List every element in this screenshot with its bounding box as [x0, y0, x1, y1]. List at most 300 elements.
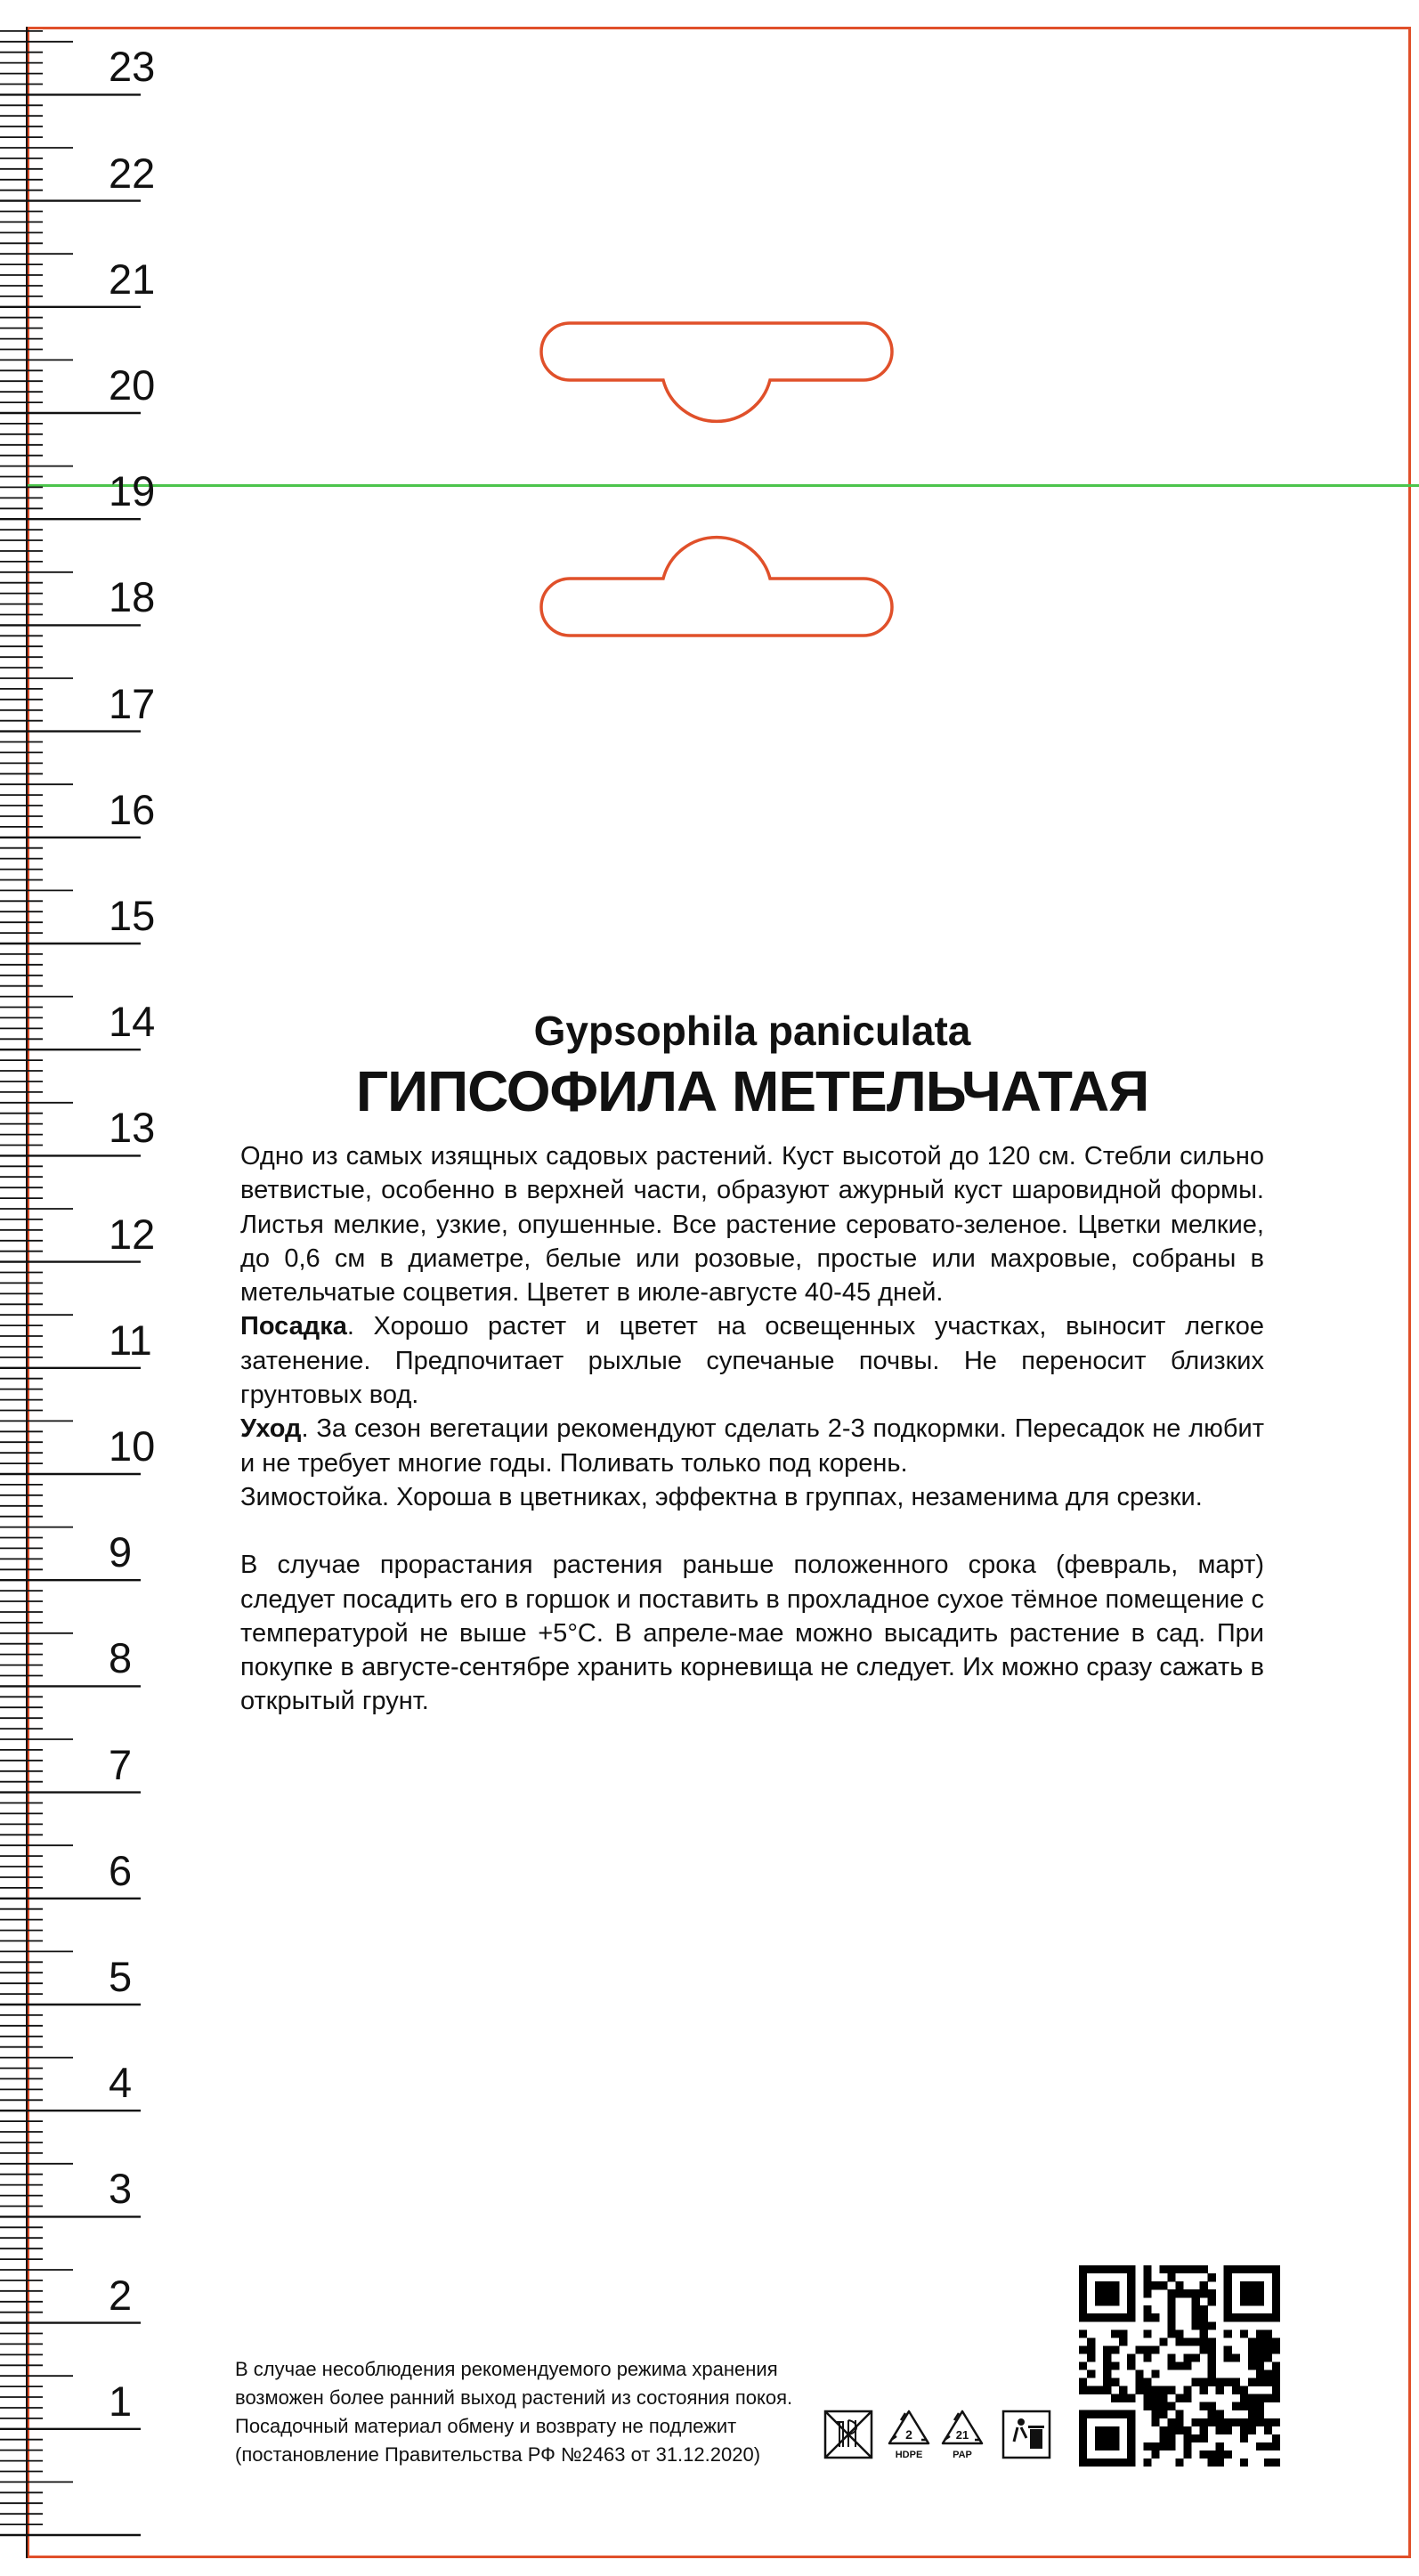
product-description — [240, 1006, 1264, 1719]
qr-module — [1208, 2402, 1216, 2410]
qr-module — [1256, 2442, 1264, 2450]
qr-module — [1240, 2386, 1248, 2394]
qr-module — [1143, 2305, 1151, 2313]
qr-module — [1192, 2337, 1200, 2345]
qr-module — [1079, 2265, 1087, 2273]
qr-module — [1079, 2305, 1087, 2313]
qr-module — [1079, 2281, 1087, 2289]
ruler-number: 6 — [109, 1846, 133, 1894]
qr-module — [1208, 2289, 1216, 2297]
qr-module — [1256, 2394, 1264, 2402]
qr-module — [1079, 2273, 1087, 2281]
qr-module — [1192, 2434, 1200, 2442]
hang-hole-bottom — [534, 534, 899, 641]
qr-module — [1208, 2353, 1216, 2361]
qr-module — [1151, 2313, 1159, 2321]
qr-module — [1192, 2305, 1200, 2313]
qr-module — [1216, 2442, 1224, 2450]
ruler-number: 9 — [109, 1528, 133, 1576]
qr-module — [1159, 2337, 1167, 2345]
qr-module — [1103, 2353, 1111, 2361]
qr-module — [1272, 2289, 1280, 2297]
hdpe-label: HDPE — [895, 2450, 923, 2460]
qr-module — [1175, 2289, 1183, 2297]
qr-module — [1232, 2402, 1240, 2410]
russian-name: ГИПСОФИЛА МЕТЕЛЬЧАТАЯ — [355, 1059, 1149, 1123]
qr-module — [1159, 2394, 1167, 2402]
hang-hole-top — [534, 316, 899, 432]
ruler-number: 12 — [109, 1210, 156, 1258]
qr-module — [1240, 2297, 1248, 2305]
qr-module — [1232, 2313, 1240, 2321]
qr-module — [1159, 2281, 1167, 2289]
qr-module — [1087, 2337, 1095, 2345]
qr-module — [1232, 2353, 1240, 2361]
qr-module — [1103, 2370, 1111, 2378]
qr-module — [1127, 2394, 1135, 2402]
qr-module — [1184, 2361, 1192, 2369]
legal-footnote — [235, 2355, 858, 2469]
qr-module — [1272, 2337, 1280, 2345]
qr-module — [1143, 2289, 1151, 2297]
qr-module — [1095, 2410, 1103, 2418]
hdpe-number: 2 — [905, 2427, 912, 2442]
qr-module — [1103, 2289, 1111, 2297]
qr-module — [1272, 2297, 1280, 2305]
qr-module — [1103, 2386, 1111, 2394]
qr-module — [1248, 2353, 1256, 2361]
qr-code — [1079, 2265, 1280, 2467]
planting-label: Посадка — [240, 1312, 347, 1341]
fold-line — [27, 484, 1419, 487]
qr-module — [1184, 2289, 1192, 2297]
qr-module — [1248, 2337, 1256, 2345]
hardiness-paragraph: Зимостойка. Хороша в цветниках, эффектна в группах, незаменима для срезки. — [240, 1482, 1203, 1511]
qr-module — [1151, 2345, 1159, 2353]
qr-module — [1095, 2434, 1103, 2442]
ruler-number: 10 — [109, 1422, 156, 1470]
qr-module — [1256, 2345, 1264, 2353]
qr-module — [1119, 2410, 1127, 2418]
qr-module — [1184, 2386, 1192, 2394]
qr-module — [1224, 2378, 1232, 2386]
qr-module — [1272, 2378, 1280, 2386]
qr-module — [1159, 2426, 1167, 2434]
pap-label: PAP — [953, 2450, 972, 2460]
qr-module — [1167, 2442, 1175, 2450]
qr-module — [1240, 2434, 1248, 2442]
qr-module — [1200, 2378, 1208, 2386]
ruler-number: 19 — [109, 467, 156, 515]
qr-module — [1248, 2289, 1256, 2297]
qr-module — [1143, 2442, 1151, 2450]
qr-module — [1216, 2459, 1224, 2467]
qr-module — [1151, 2370, 1159, 2378]
qr-module — [1119, 2313, 1127, 2321]
qr-module — [1079, 2329, 1087, 2337]
qr-module — [1079, 2459, 1087, 2467]
qr-module — [1272, 2313, 1280, 2321]
qr-module — [1216, 2386, 1224, 2394]
qr-module — [1119, 2394, 1127, 2402]
qr-module — [1184, 2450, 1192, 2459]
qr-module — [1127, 2281, 1135, 2289]
qr-module — [1135, 2386, 1143, 2394]
qr-module — [1272, 2394, 1280, 2402]
qr-module — [1111, 2394, 1119, 2402]
qr-module — [1248, 2426, 1256, 2434]
qr-module — [1111, 2345, 1119, 2353]
qr-module — [1256, 2402, 1264, 2410]
qr-module — [1167, 2361, 1175, 2369]
qr-module — [1200, 2265, 1208, 2273]
qr-module — [1095, 2281, 1103, 2289]
qr-module — [1272, 2345, 1280, 2353]
footnote-line: В случае несоблюдения рекомендуемого режима хранения — [235, 2358, 778, 2380]
recycle-pap-icon — [943, 2411, 982, 2460]
qr-module — [1095, 2313, 1103, 2321]
trash-bin-icon — [1003, 2411, 1050, 2458]
qr-module — [1079, 2361, 1087, 2369]
qr-module — [1208, 2418, 1216, 2426]
qr-module — [1127, 2353, 1135, 2361]
qr-module — [1200, 2450, 1208, 2459]
qr-module — [1200, 2345, 1208, 2353]
ruler-number: 1 — [109, 2377, 133, 2425]
qr-module — [1192, 2289, 1200, 2297]
qr-module — [1224, 2418, 1232, 2426]
qr-module — [1079, 2434, 1087, 2442]
qr-module — [1248, 2313, 1256, 2321]
planting-paragraph — [240, 1309, 1264, 1412]
qr-module — [1103, 2410, 1111, 2418]
qr-module — [1240, 2313, 1248, 2321]
qr-module — [1232, 2265, 1240, 2273]
qr-module — [1175, 2459, 1183, 2467]
ruler-number: 21 — [109, 255, 156, 303]
qr-module — [1264, 2313, 1272, 2321]
qr-module — [1119, 2386, 1127, 2394]
qr-module — [1248, 2345, 1256, 2353]
qr-module — [1175, 2361, 1183, 2369]
qr-module — [1111, 2378, 1119, 2386]
ruler-number: 23 — [109, 43, 156, 91]
qr-module — [1184, 2426, 1192, 2434]
qr-module — [1192, 2297, 1200, 2305]
qr-module — [1272, 2370, 1280, 2378]
qr-module — [1248, 2361, 1256, 2369]
qr-module — [1127, 2305, 1135, 2313]
qr-module — [1200, 2337, 1208, 2345]
qr-module — [1248, 2265, 1256, 2273]
qr-module — [1111, 2297, 1119, 2305]
ruler-number: 11 — [109, 1316, 152, 1364]
qr-module — [1079, 2313, 1087, 2321]
qr-module — [1103, 2459, 1111, 2467]
qr-module — [1103, 2442, 1111, 2450]
qr-module — [1208, 2361, 1216, 2369]
qr-module — [1200, 2402, 1208, 2410]
qr-module — [1224, 2450, 1232, 2459]
qr-module — [1167, 2305, 1175, 2313]
qr-module — [1248, 2402, 1256, 2410]
qr-module — [1151, 2402, 1159, 2410]
qr-module — [1079, 2450, 1087, 2459]
ruler-number: 14 — [109, 998, 156, 1046]
qr-module — [1167, 2434, 1175, 2442]
qr-module — [1240, 2265, 1248, 2273]
qr-module — [1103, 2281, 1111, 2289]
qr-module — [1079, 2418, 1087, 2426]
qr-module — [1272, 2273, 1280, 2281]
qr-module — [1200, 2426, 1208, 2434]
qr-module — [1224, 2353, 1232, 2361]
qr-module — [1087, 2313, 1095, 2321]
qr-module — [1127, 2426, 1135, 2434]
qr-module — [1232, 2378, 1240, 2386]
qr-module — [1079, 2378, 1087, 2386]
ruler-number: 5 — [109, 1953, 133, 2000]
qr-module — [1111, 2459, 1119, 2467]
qr-module — [1208, 2273, 1216, 2281]
footnote-line: Посадочный материал обмену и возврату не подлежит — [235, 2415, 737, 2437]
qr-module — [1079, 2345, 1087, 2353]
ruler-number: 20 — [109, 361, 156, 409]
qr-module — [1167, 2386, 1175, 2394]
qr-module — [1111, 2313, 1119, 2321]
qr-module — [1095, 2289, 1103, 2297]
qr-module — [1232, 2418, 1240, 2426]
qr-module — [1167, 2426, 1175, 2434]
qr-module — [1264, 2265, 1272, 2273]
qr-module — [1256, 2361, 1264, 2369]
qr-module — [1192, 2353, 1200, 2361]
qr-module — [1175, 2418, 1183, 2426]
qr-module — [1224, 2281, 1232, 2289]
qr-module — [1256, 2378, 1264, 2386]
qr-module — [1135, 2378, 1143, 2386]
qr-module — [1127, 2273, 1135, 2281]
qr-module — [1216, 2418, 1224, 2426]
qr-module — [1256, 2418, 1264, 2426]
qr-module — [1103, 2434, 1111, 2442]
qr-module — [1151, 2281, 1159, 2289]
qr-module — [1079, 2386, 1087, 2394]
qr-module — [1095, 2386, 1103, 2394]
qr-module — [1111, 2329, 1119, 2337]
ruler-number: 13 — [109, 1104, 156, 1152]
qr-module — [1103, 2345, 1111, 2353]
qr-module — [1087, 2370, 1095, 2378]
ruler-number: 22 — [109, 149, 156, 197]
qr-module — [1200, 2434, 1208, 2442]
qr-module — [1151, 2410, 1159, 2418]
qr-module — [1216, 2426, 1224, 2434]
qr-module — [1127, 2434, 1135, 2442]
qr-module — [1095, 2265, 1103, 2273]
qr-module — [1143, 2459, 1151, 2467]
qr-module — [1175, 2329, 1183, 2337]
qr-module — [1111, 2410, 1119, 2418]
qr-module — [1224, 2313, 1232, 2321]
qr-module — [1192, 2313, 1200, 2321]
qr-module — [1200, 2281, 1208, 2289]
qr-module — [1111, 2281, 1119, 2289]
qr-module — [1224, 2305, 1232, 2313]
qr-module — [1087, 2345, 1095, 2353]
qr-module — [1143, 2378, 1151, 2386]
qr-module — [1264, 2337, 1272, 2345]
ruler-number: 17 — [109, 679, 156, 727]
qr-module — [1135, 2345, 1143, 2353]
qr-module — [1200, 2321, 1208, 2329]
intro-paragraph: Одно из самых изящных садовых растений. Куст высотой до 120 см. Стебли сильно ветвистые, особенно в верхней части, образуют ажурный куст шаровидной формы. Листья мелкие, узкие, опушенные. Все растение серовато-зеленое. Цветки мелкие, до 0,6 см в диаметре, белые или розовые, простые или махровые, собраны в метельчатые соцветия. Цветет в июле-августе 40-45 дней. — [240, 1142, 1264, 1308]
qr-module — [1143, 2386, 1151, 2394]
qr-module — [1200, 2289, 1208, 2297]
qr-module — [1264, 2353, 1272, 2361]
qr-module — [1240, 2426, 1248, 2434]
qr-module — [1095, 2426, 1103, 2434]
qr-module — [1127, 2450, 1135, 2459]
qr-module — [1272, 2434, 1280, 2442]
ruler-number: 3 — [109, 2165, 133, 2213]
qr-module — [1248, 2297, 1256, 2305]
qr-module — [1256, 2337, 1264, 2345]
qr-module — [1175, 2426, 1183, 2434]
qr-module — [1167, 2265, 1175, 2273]
qr-module — [1103, 2313, 1111, 2321]
qr-module — [1135, 2370, 1143, 2378]
qr-module — [1151, 2386, 1159, 2394]
qr-module — [1216, 2378, 1224, 2386]
qr-module — [1224, 2265, 1232, 2273]
qr-module — [1159, 2386, 1167, 2394]
qr-module — [1127, 2410, 1135, 2418]
qr-module — [1143, 2329, 1151, 2337]
qr-module — [1127, 2361, 1135, 2369]
qr-module — [1175, 2281, 1183, 2289]
qr-module — [1224, 2273, 1232, 2281]
qr-module — [1119, 2329, 1127, 2337]
qr-module — [1240, 2281, 1248, 2289]
qr-module — [1256, 2313, 1264, 2321]
qr-module — [1159, 2442, 1167, 2450]
qr-module — [1103, 2378, 1111, 2386]
qr-module — [1248, 2394, 1256, 2402]
qr-module — [1240, 2418, 1248, 2426]
qr-module — [1216, 2450, 1224, 2459]
qr-module — [1143, 2402, 1151, 2410]
qr-module — [1240, 2459, 1248, 2467]
qr-module — [1216, 2410, 1224, 2418]
qr-module — [1232, 2386, 1240, 2394]
qr-module — [1208, 2378, 1216, 2386]
qr-module — [1272, 2361, 1280, 2369]
qr-module — [1103, 2426, 1111, 2434]
qr-module — [1192, 2418, 1200, 2426]
qr-module — [1087, 2410, 1095, 2418]
qr-module — [1264, 2370, 1272, 2378]
qr-module — [1175, 2265, 1183, 2273]
qr-module — [1256, 2329, 1264, 2337]
planting-text: . Хорошо растет и цветет на освещенных участках, выносит легкое затенение. Предпочитает рыхлые супечаные почвы. Не переносит близких грунтовых вод. — [240, 1312, 1264, 1410]
ruler-number: 4 — [109, 2059, 133, 2107]
care-text: . За сезон вегетации рекомендуют сделать 2-3 подкормки. Пересадок не любит и не требует многие годы. Поливать только под корень. — [240, 1414, 1264, 1478]
qr-module — [1167, 2402, 1175, 2410]
ruler-number: 15 — [109, 892, 156, 939]
qr-module — [1127, 2265, 1135, 2273]
care-label: Уход — [240, 1414, 302, 1444]
qr-module — [1167, 2313, 1175, 2321]
qr-module — [1143, 2273, 1151, 2281]
qr-module — [1184, 2337, 1192, 2345]
qr-module — [1224, 2289, 1232, 2297]
qr-module — [1127, 2418, 1135, 2426]
paragraph-gap — [240, 1514, 1264, 1548]
qr-module — [1119, 2337, 1127, 2345]
qr-module — [1272, 2265, 1280, 2273]
qr-module — [1264, 2378, 1272, 2386]
qr-module — [1256, 2410, 1264, 2418]
recycle-hdpe-icon — [889, 2411, 928, 2460]
qr-module — [1143, 2345, 1151, 2353]
qr-module — [1079, 2410, 1087, 2418]
qr-module — [1200, 2418, 1208, 2426]
qr-module — [1079, 2297, 1087, 2305]
qr-module — [1111, 2361, 1119, 2369]
qr-module — [1256, 2281, 1264, 2289]
qr-module — [1264, 2442, 1272, 2450]
qr-module — [1272, 2442, 1280, 2450]
footnote-line: (постановление Правительства РФ №2463 от 31.12.2020) — [235, 2443, 761, 2466]
qr-module — [1264, 2418, 1272, 2426]
qr-module — [1167, 2273, 1175, 2281]
qr-module — [1175, 2394, 1183, 2402]
qr-module — [1143, 2313, 1151, 2321]
qr-module — [1184, 2265, 1192, 2273]
qr-module — [1167, 2418, 1175, 2426]
qr-module — [1111, 2442, 1119, 2450]
qr-module — [1200, 2329, 1208, 2337]
qr-module — [1167, 2321, 1175, 2329]
no-food-contact-icon — [825, 2411, 872, 2458]
qr-module — [1256, 2370, 1264, 2378]
qr-module — [1127, 2313, 1135, 2321]
qr-module — [1192, 2321, 1200, 2329]
qr-module — [1119, 2265, 1127, 2273]
qr-module — [1103, 2361, 1111, 2369]
qr-module — [1208, 2297, 1216, 2305]
qr-module — [1184, 2394, 1192, 2402]
ruler-number: 18 — [109, 573, 156, 621]
qr-module — [1143, 2265, 1151, 2273]
ruler-number: 16 — [109, 785, 156, 833]
qr-module — [1159, 2265, 1167, 2273]
qr-module — [1119, 2459, 1127, 2467]
qr-module — [1159, 2402, 1167, 2410]
qr-module — [1248, 2281, 1256, 2289]
qr-module — [1264, 2394, 1272, 2402]
qr-module — [1224, 2297, 1232, 2305]
qr-module — [1224, 2426, 1232, 2434]
qr-module — [1087, 2265, 1095, 2273]
ruler-number: 2 — [109, 2271, 133, 2319]
qr-module — [1127, 2459, 1135, 2467]
qr-module — [1159, 2434, 1167, 2442]
qr-module — [1272, 2281, 1280, 2289]
centimeter-ruler — [0, 0, 178, 2576]
qr-module — [1151, 2394, 1159, 2402]
